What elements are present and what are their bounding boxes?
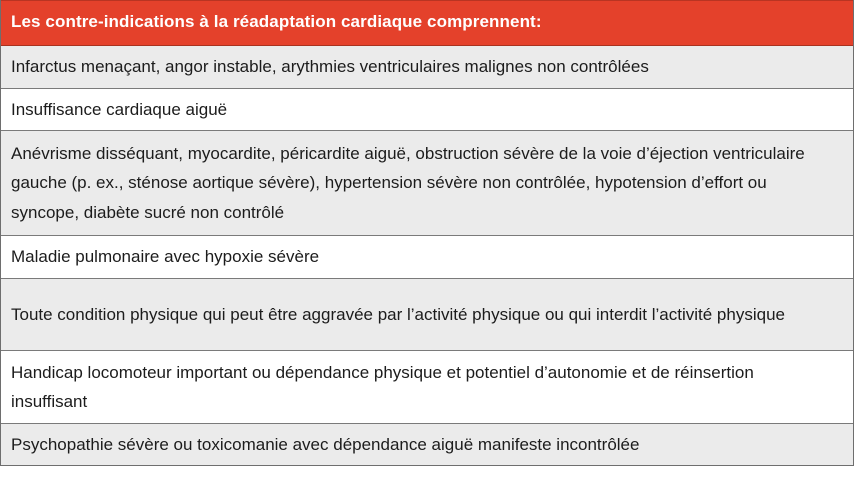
table-row: [1, 130, 853, 235]
table-row: [1, 46, 853, 88]
row-text: Toute condition physique qui peut être aggravée par l’activité physique ou qui interdit l’activité physique: [11, 304, 785, 324]
row-text: Maladie pulmonaire avec hypoxie sévère: [11, 247, 320, 267]
row-text: Anévrisme disséquant, myocardite, péricardite aiguë, obstruction sévère de la voie d’éjection ventriculaire gauche (p. ex., sténose aortique sévère), hypertension sévère non contrôlée, hypotension d’effort ou syncope, diabète sucré non contrôlé: [11, 143, 805, 222]
table-row: [1, 88, 853, 130]
table-row: [1, 350, 853, 423]
row-text: Handicap locomoteur important ou dépendance physique et potentiel d’autonomie et de réinsertion insuffisant: [11, 362, 754, 411]
row-text: Infarctus menaçant, angor instable, arythmies ventriculaires malignes non contrôlées: [11, 57, 649, 77]
row-text: Insuffisance cardiaque aiguë: [11, 99, 228, 119]
row-text: Psychopathie sévère ou toxicomanie avec dépendance aiguë manifeste incontrôlée: [11, 434, 640, 454]
table-row: [1, 423, 853, 465]
table-header: Les contre-indications à la réadaptation cardiaque comprennent:: [1, 0, 853, 46]
table-row: [1, 278, 853, 350]
table-row: [1, 235, 853, 278]
